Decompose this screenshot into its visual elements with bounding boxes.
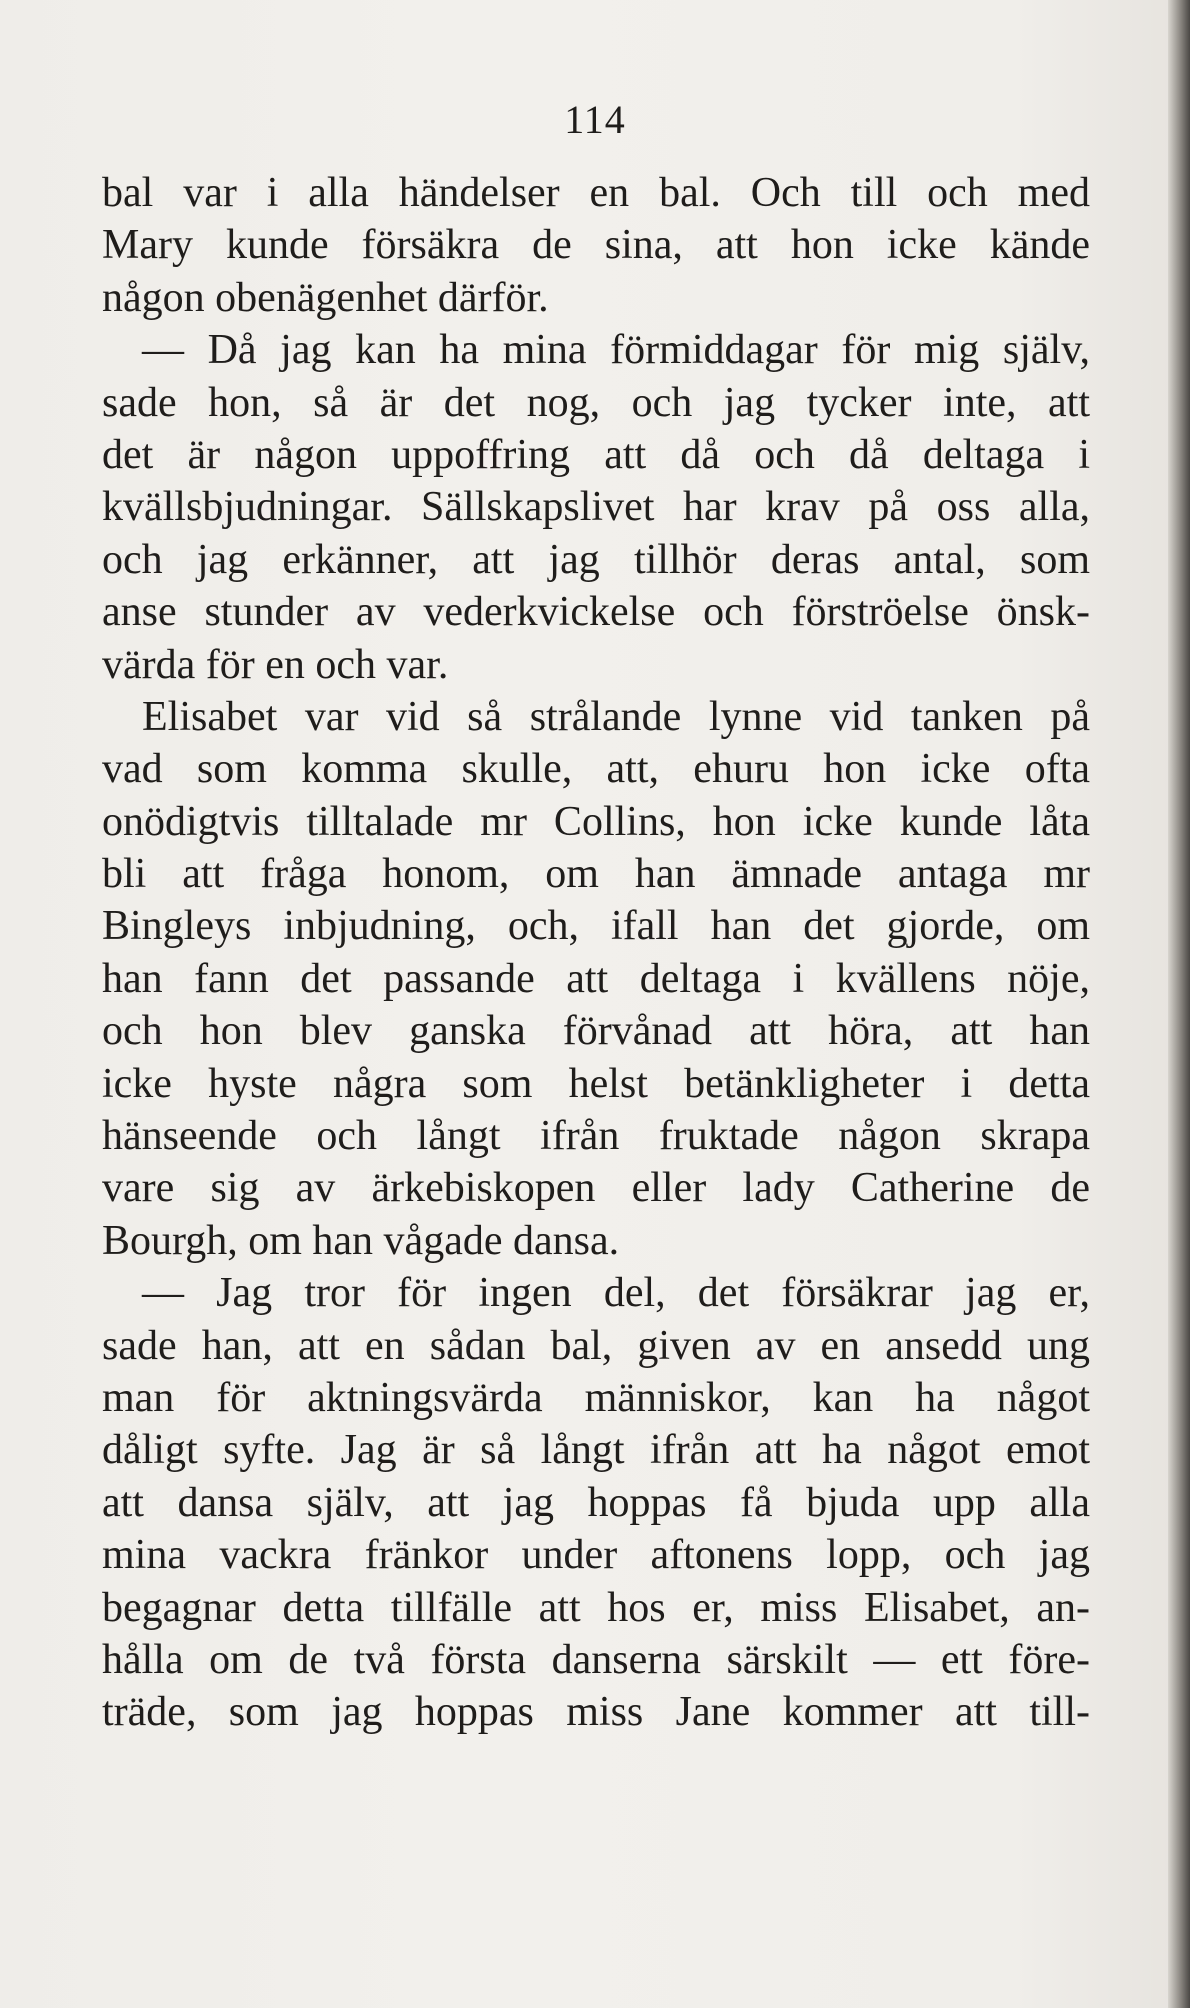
text-line: bal var i alla händelser en bal. Och till och med	[102, 170, 1090, 216]
text-line: sade hon, så är det nog, och jag tycker inte, att	[102, 379, 1090, 426]
text-line: Bourgh, om han vågade dansa.	[102, 1217, 620, 1264]
text-line: att dansa själv, att jag hoppas få bjuda upp alla	[102, 1479, 1090, 1526]
text-line: mina vackra fränkor under aftonens lopp, och jag	[102, 1532, 1090, 1579]
text-line: onödigtvis tilltalade mr Collins, hon icke kunde låta	[102, 798, 1090, 845]
text-line: icke hyste några som helst betänkligheter i detta	[102, 1060, 1090, 1107]
page-number: 114	[564, 97, 626, 142]
text-line: kvällsbjudningar. Sällskapslivet har krav på oss alla,	[102, 484, 1090, 531]
text-line: hålla om de två första danserna särskilt — ett före-	[102, 1636, 1090, 1683]
text-line: dåligt syfte. Jag är så långt ifrån att ha något emot	[102, 1427, 1090, 1474]
text-line: och hon blev ganska förvånad att höra, att han	[102, 1008, 1090, 1055]
text-line: — Då jag kan ha mina förmiddagar för mig själv,	[142, 327, 1090, 374]
text-line: hänseende och långt ifrån fruktade någon skrapa	[102, 1113, 1090, 1160]
text-line: sade han, att en sådan bal, given av en ansedd ung	[102, 1322, 1090, 1369]
text-line: han fann det passande att deltaga i kvällens nöje,	[102, 955, 1090, 1002]
text-line: träde, som jag hoppas miss Jane kommer att till-	[102, 1689, 1090, 1736]
text-line: man för aktningsvärda människor, kan ha något	[102, 1374, 1090, 1421]
text-line: — Jag tror för ingen del, det försäkrar jag er,	[142, 1270, 1090, 1317]
text-line: det är någon uppoffring att då och då deltaga i	[102, 431, 1090, 478]
text-line: bli att fråga honom, om han ämnade antaga mr	[102, 851, 1090, 898]
text-line: vad som komma skulle, att, ehuru hon icke ofta	[102, 746, 1090, 793]
text-line: Bingleys inbjudning, och, ifall han det gjorde, om	[102, 903, 1090, 950]
text-line: Mary kunde försäkra de sina, att hon icke kände	[102, 222, 1090, 269]
text-line: och jag erkänner, att jag tillhör deras antal, som	[102, 536, 1090, 583]
page-edge-shadow	[1168, 0, 1190, 2008]
text-line: vare sig av ärkebiskopen eller lady Catherine de	[102, 1165, 1090, 1212]
text-line: Elisabet var vid så strålande lynne vid tanken på	[142, 693, 1090, 740]
text-line: någon obenägenhet därför.	[102, 274, 549, 321]
text-line: anse stunder av vederkvickelse och förströelse önsk-	[102, 589, 1090, 636]
body-text	[102, 167, 1090, 1739]
text-line: värda för en och var.	[102, 641, 449, 688]
text-line: begagnar detta tillfälle att hos er, miss Elisabet, an-	[102, 1584, 1090, 1631]
